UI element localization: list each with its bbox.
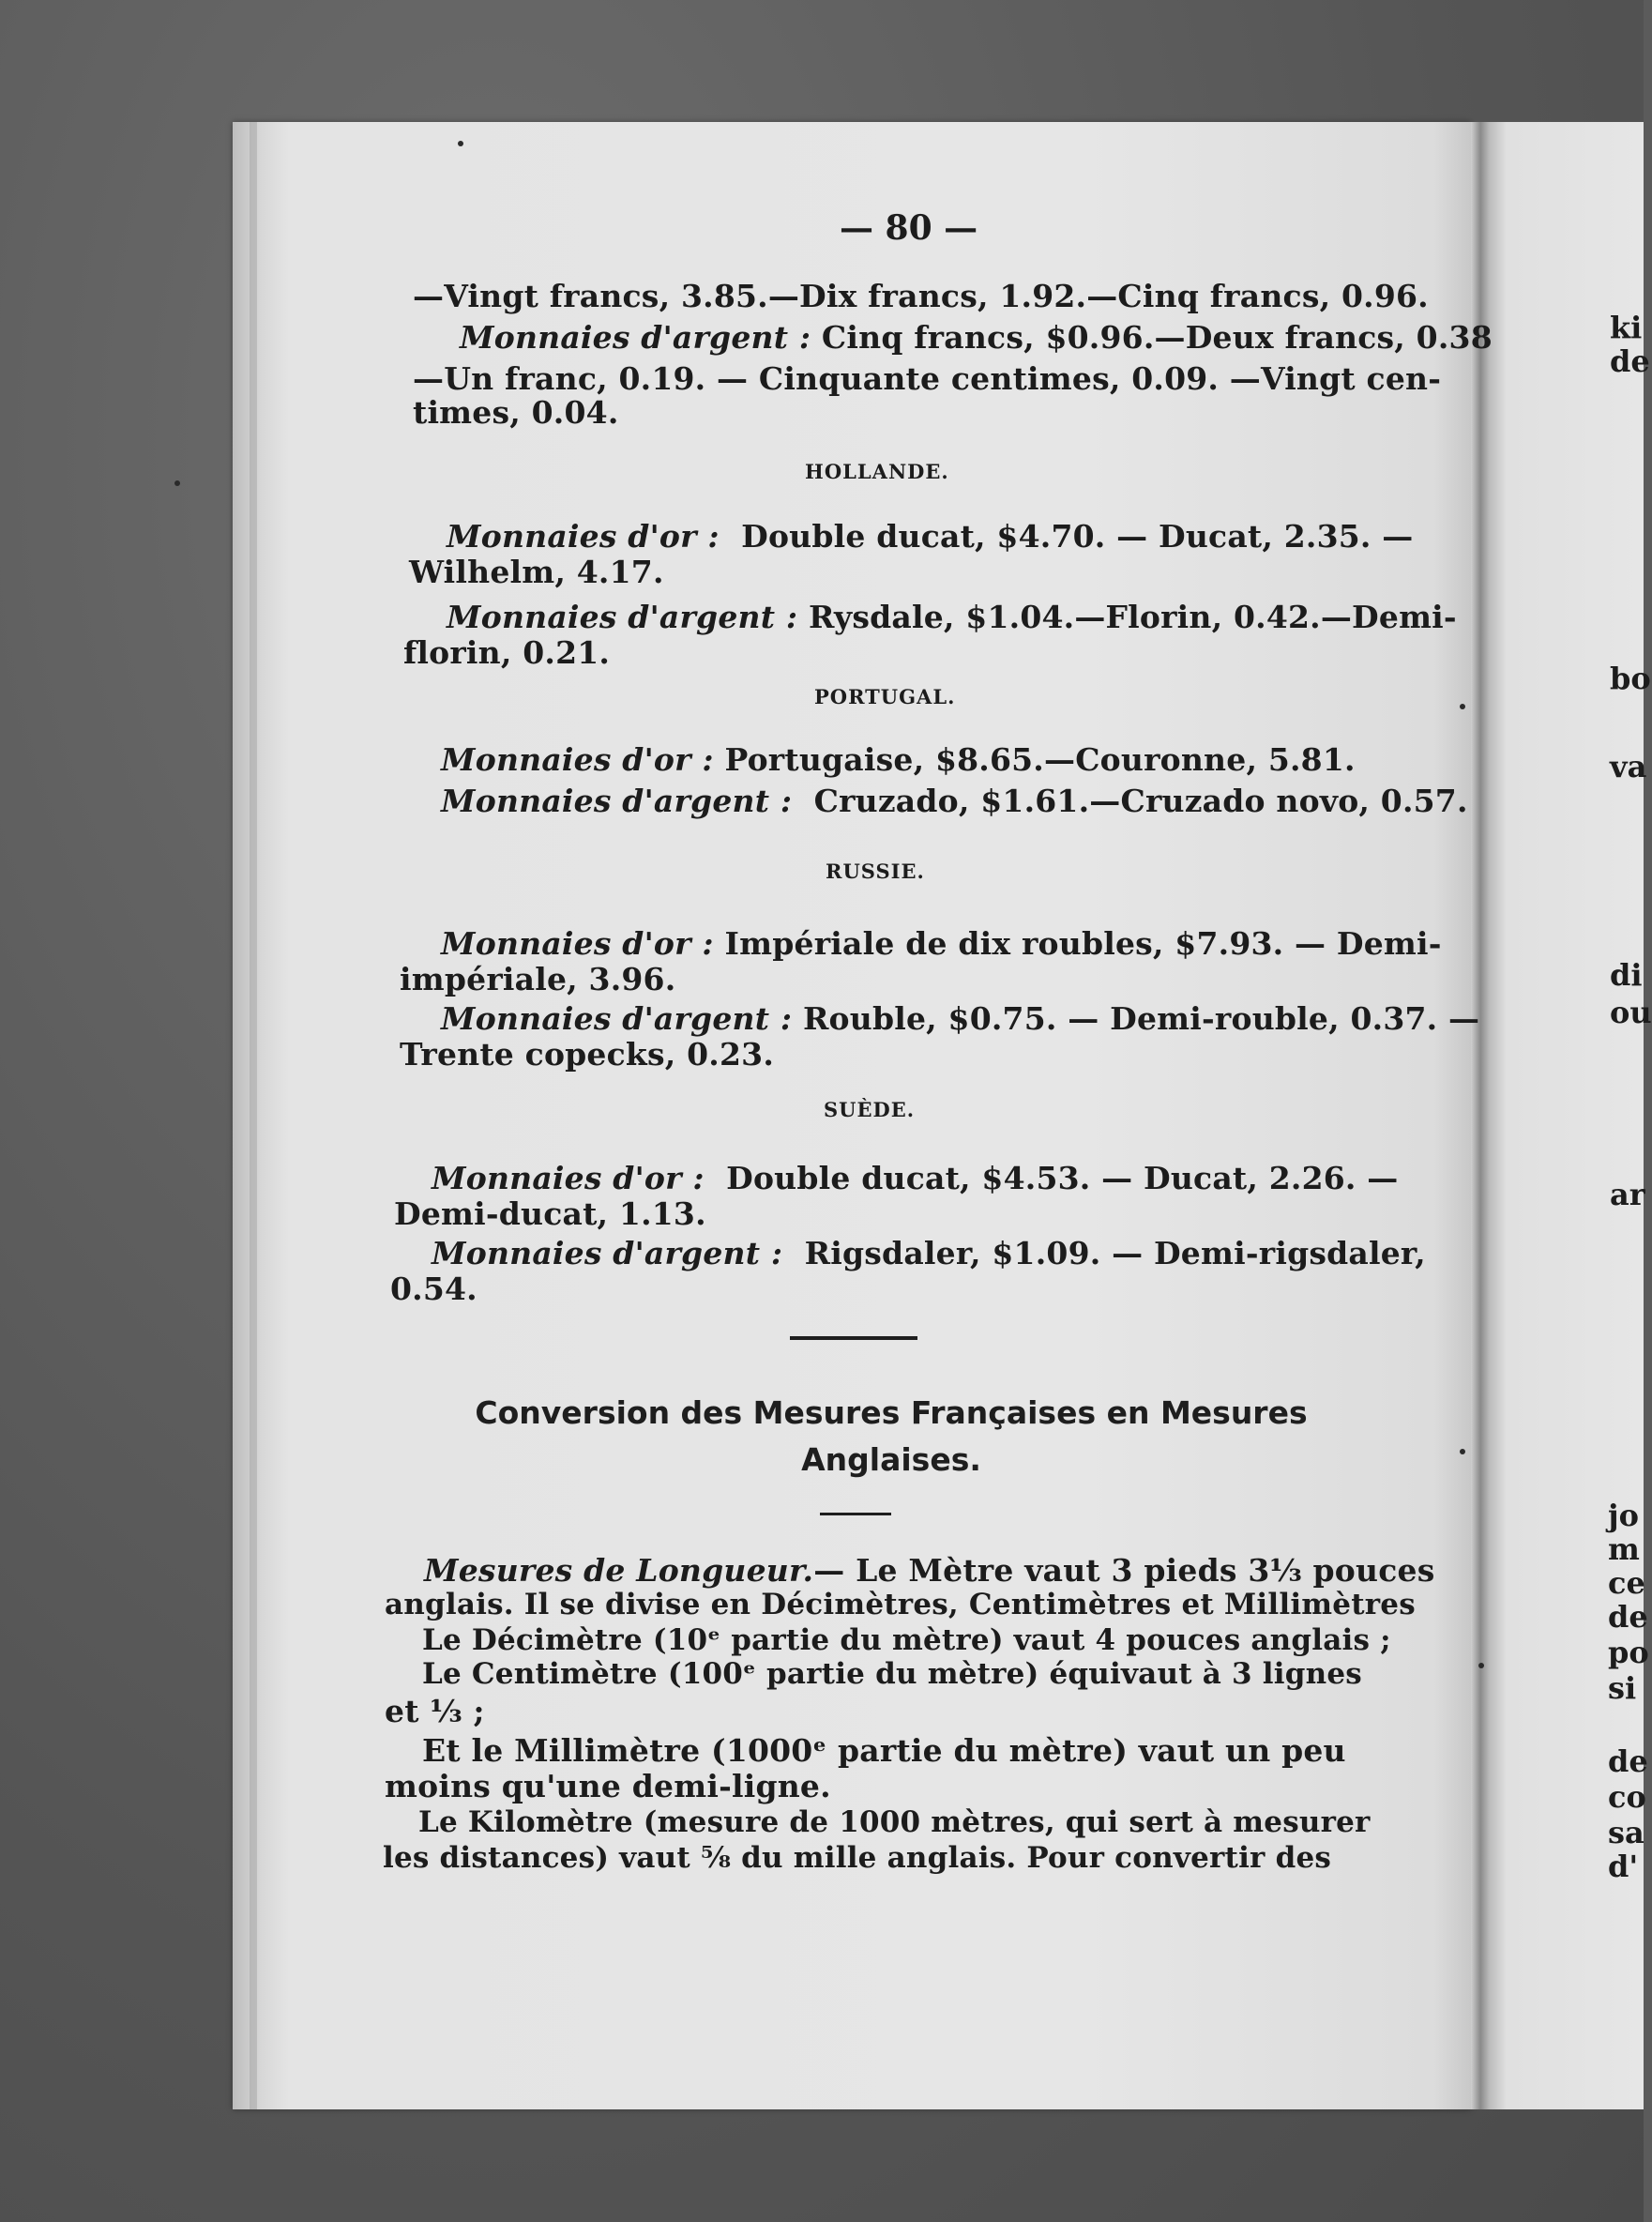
facing-fragment: d'	[1608, 1849, 1639, 1884]
hollande-silver-line-2: florin, 0.21.	[403, 634, 611, 671]
portugal-silver-text: Cruzado, $1.61.—Cruzado novo, 0.57.	[813, 783, 1468, 819]
section-divider	[790, 1336, 917, 1340]
heading-portugal: PORTUGAL.	[814, 685, 956, 708]
conversion-para-4-line-2: moins qu'une demi-ligne.	[385, 1768, 831, 1804]
opening-line-4: times, 0.04.	[413, 394, 619, 431]
portugal-silver-line-1	[441, 783, 1468, 819]
conversion-para-2-line-1: Le Décimètre (10ᵉ partie du mètre) vaut 4 pouces anglais ;	[422, 1623, 1391, 1657]
heading-suede: SUÈDE.	[824, 1098, 916, 1121]
conversion-title-line-2: Anglaises.	[801, 1441, 981, 1478]
conversion-title-line-1: Conversion des Mesures Françaises en Mesures	[475, 1394, 1308, 1431]
gold-coins-label: Monnaies d'or :	[432, 1160, 705, 1196]
gold-coins-label: Monnaies d'or :	[441, 741, 714, 778]
heading-hollande: HOLLANDE.	[805, 460, 949, 483]
conversion-para-1-line-1	[424, 1552, 1434, 1589]
hollande-gold-line-2: Wilhelm, 4.17.	[409, 554, 664, 590]
scan-speck	[458, 141, 463, 146]
suede-silver-text: Rigsdaler, $1.09. — Demi-rigsdaler,	[804, 1235, 1426, 1271]
hollande-gold-text: Double ducat, $4.70. — Ducat, 2.35. —	[741, 518, 1414, 555]
silver-coins-label: Monnaies d'argent :	[441, 783, 793, 819]
portugal-gold-line-1	[441, 741, 1356, 778]
hollande-silver-text: Rysdale, $1.04.—Florin, 0.42.—Demi-	[808, 599, 1457, 635]
facing-fragment: ou	[1610, 995, 1652, 1030]
conversion-para-4-line-1: Et le Millimètre (1000ᵉ partie du mètre) vaut un peu	[422, 1732, 1346, 1769]
conversion-para-5-line-2: les distances) vaut ⅝ du mille anglais. Pour convertir des	[383, 1841, 1332, 1875]
facing-fragment: sa	[1608, 1815, 1644, 1850]
russie-silver-line-2: Trente copecks, 0.23.	[400, 1036, 775, 1073]
suede-gold-line-1	[432, 1160, 1399, 1196]
opening-line-2	[460, 319, 1493, 356]
facing-fragment: po	[1608, 1635, 1649, 1670]
russie-gold-text: Impériale de dix roubles, $7.93. — Demi-	[724, 925, 1442, 962]
facing-fragment: di	[1610, 957, 1643, 993]
conversion-para-5-line-1: Le Kilomètre (mesure de 1000 mètres, qui sert à mesurer	[418, 1805, 1371, 1839]
book-gutter	[1471, 122, 1490, 2109]
silver-coins-label: Monnaies d'argent :	[460, 319, 811, 356]
facing-fragment: ce	[1608, 1565, 1645, 1601]
facing-fragment: ar	[1610, 1177, 1645, 1212]
silver-coins-label: Monnaies d'argent :	[447, 599, 798, 635]
gold-coins-label: Monnaies d'or :	[441, 925, 714, 962]
facing-fragment: si	[1608, 1670, 1637, 1706]
conversion-para-3-line-2: et ⅓ ;	[385, 1693, 485, 1729]
facing-fragment: jo	[1608, 1498, 1639, 1533]
russie-silver-text: Rouble, $0.75. — Demi-rouble, 0.37. —	[802, 1000, 1480, 1037]
scan-speck	[1460, 704, 1465, 709]
silver-coins-label: Monnaies d'argent :	[432, 1235, 783, 1271]
russie-gold-line-2: impériale, 3.96.	[400, 961, 676, 997]
suede-gold-text: Double ducat, $4.53. — Ducat, 2.26. —	[726, 1160, 1399, 1196]
russie-silver-line-1	[441, 1000, 1479, 1037]
opening-line-3: —Un franc, 0.19. — Cinquante centimes, 0.09. —Vingt cen-	[413, 360, 1442, 397]
facing-fragment: co	[1608, 1779, 1646, 1815]
heading-russie: RUSSIE.	[826, 860, 925, 883]
opening-line-2-rest: Cinq francs, $0.96.—Deux francs, 0.38	[811, 319, 1493, 356]
facing-fragment: de	[1610, 343, 1650, 379]
opening-line-1: —Vingt francs, 3.85.—Dix francs, 1.92.—Cinq francs, 0.96.	[413, 278, 1429, 314]
hollande-gold-line-1	[447, 518, 1414, 555]
facing-fragment: de	[1608, 1599, 1648, 1635]
silver-coins-label: Monnaies d'argent :	[441, 1000, 793, 1037]
portugal-gold-text: Portugaise, $8.65.—Couronne, 5.81.	[724, 741, 1356, 778]
conversion-para-1-line-2: anglais. Il se divise en Décimètres, Centimètres et Millimètres	[385, 1588, 1416, 1621]
suede-silver-line-2: 0.54.	[390, 1271, 477, 1307]
hollande-silver-line-1	[447, 599, 1457, 635]
conversion-para-1-text: — Le Mètre vaut 3 pieds 3⅓ pouces	[813, 1552, 1435, 1589]
facing-fragment: de	[1608, 1743, 1648, 1779]
russie-gold-line-1	[441, 925, 1442, 962]
scan-speck	[1460, 1449, 1465, 1454]
facing-fragment: m	[1608, 1531, 1640, 1567]
gold-coins-label: Monnaies d'or :	[447, 518, 720, 555]
scan-speck	[1478, 1663, 1484, 1668]
facing-fragment: va	[1610, 749, 1647, 784]
facing-fragment: ki	[1610, 310, 1643, 345]
length-measures-label: Mesures de Longueur.	[424, 1552, 814, 1589]
conversion-para-3-line-1: Le Centimètre (100ᵉ partie du mètre) équivaut à 3 lignes	[422, 1657, 1362, 1691]
suede-gold-line-2: Demi-ducat, 1.13.	[394, 1195, 706, 1232]
facing-fragment: bo	[1610, 661, 1651, 696]
scan-speck	[174, 480, 180, 486]
suede-silver-line-1	[432, 1235, 1426, 1271]
page-number: — 80 —	[840, 208, 978, 248]
title-underline	[820, 1513, 891, 1515]
